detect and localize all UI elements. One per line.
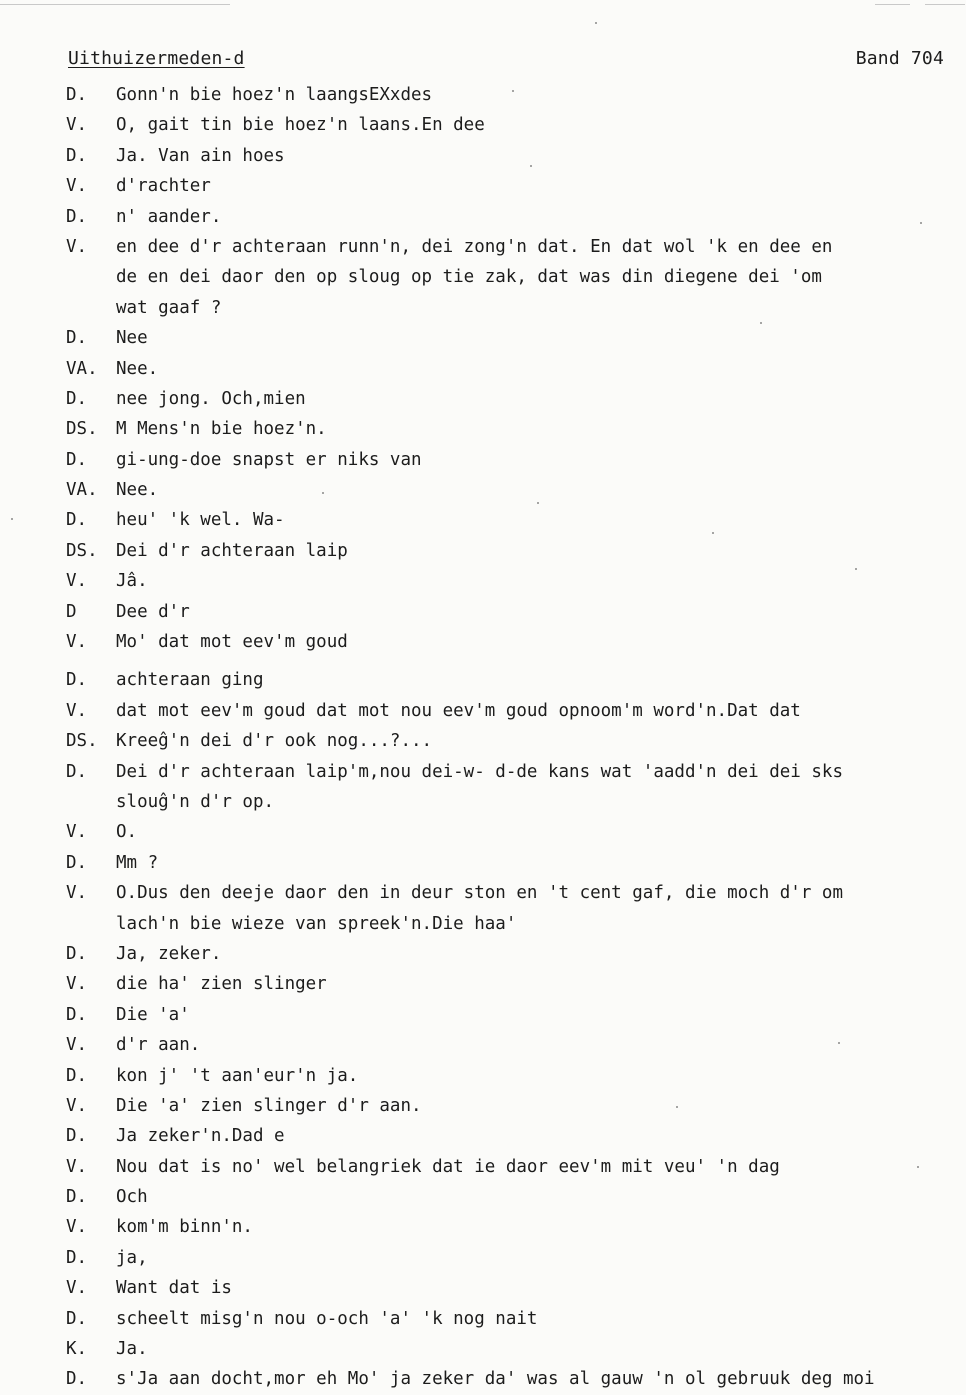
speaker-label: V.	[66, 1035, 88, 1056]
utterance-text: heu' 'k wel. Wa-	[116, 510, 285, 531]
utterance-text: s'Ja aan docht,mor eh Mo' ja zeker da' was al gauw 'n ol gebruuk deg moi	[116, 1369, 875, 1390]
transcript-line	[0, 110, 966, 140]
utterance-text: Mm ?	[116, 852, 159, 873]
transcript-line	[0, 293, 966, 323]
utterance-text: en dee d'r achteraan runn'n, dei zong'n dat. En dat wol 'k en dee en	[116, 236, 833, 257]
speaker-label: V.	[66, 176, 88, 197]
transcript-line	[0, 445, 966, 475]
transcript-line	[0, 878, 966, 908]
speaker-label: D.	[66, 510, 88, 531]
speaker-label: D.	[66, 1004, 88, 1025]
scan-speck	[530, 165, 532, 167]
utterance-text: Jâ.	[116, 571, 148, 592]
speaker-label: D.	[66, 449, 88, 470]
transcript-line	[0, 414, 966, 444]
speaker-label: D.	[66, 328, 88, 349]
speaker-label: V.	[66, 974, 88, 995]
transcript-line	[0, 171, 966, 201]
utterance-text: O.Dus den deeje daor den in deur ston en 't cent gaf, die moch d'r om	[116, 883, 843, 904]
speaker-label: D.	[66, 1369, 88, 1390]
speaker-label: V.	[66, 822, 88, 843]
scan-speck	[676, 1106, 678, 1108]
utterance-text: slouĝ'n d'r op.	[116, 791, 275, 812]
transcript-line	[0, 1304, 966, 1334]
utterance-text: Nou dat is no' wel belangriek dat ie daor eev'm mit veu' 'n dag	[116, 1156, 780, 1177]
speaker-label: V.	[66, 1156, 88, 1177]
transcript-line	[0, 354, 966, 384]
utterance-text: M Mens'n bie hoez'n.	[116, 419, 327, 440]
scan-speck	[537, 502, 539, 504]
transcript-line	[0, 1091, 966, 1121]
utterance-text: die ha' zien slinger	[116, 974, 327, 995]
transcript-line	[0, 1152, 966, 1182]
transcript-line	[0, 475, 966, 505]
scan-speck	[917, 1166, 919, 1168]
utterance-text: Dei d'r achteraan laip	[116, 540, 348, 561]
utterance-text: d'r aan.	[116, 1035, 201, 1056]
document-header	[68, 48, 944, 76]
speaker-label: V.	[66, 1217, 88, 1238]
utterance-text: Mo' dat mot eev'm goud	[116, 632, 348, 653]
utterance-text: Die 'a' zien slinger d'r aan.	[116, 1095, 422, 1116]
utterance-text: Nee.	[116, 480, 159, 501]
speaker-label: V.	[66, 700, 88, 721]
speaker-label: D.	[66, 388, 88, 409]
transcript-line	[0, 1121, 966, 1151]
utterance-text: achteraan ging	[116, 670, 264, 691]
utterance-text: kon j' 't aan'eur'n ja.	[116, 1065, 359, 1086]
transcript	[0, 80, 966, 1395]
utterance-text: de en dei daor den op sloug op tie zak, dat was din diegene dei 'om	[116, 267, 822, 288]
speaker-label: D.	[66, 670, 88, 691]
scan-edge-line	[0, 4, 230, 5]
utterance-text: nee jong. Och,mien	[116, 388, 306, 409]
transcript-line	[0, 726, 966, 756]
utterance-text: d'rachter	[116, 176, 211, 197]
scan-speck	[855, 568, 857, 570]
utterance-text: gi-ung-doe snapst er niks van	[116, 449, 422, 470]
utterance-text: O, gait tin bie hoez'n laans.En dee	[116, 115, 485, 136]
speaker-label: D.	[66, 1308, 88, 1329]
utterance-text: scheelt misg'n nou o-och 'a' 'k nog nait	[116, 1308, 538, 1329]
scan-speck	[920, 222, 922, 224]
speaker-label: D.	[66, 852, 88, 873]
transcript-line	[0, 202, 966, 232]
utterance-text: n' aander.	[116, 206, 222, 227]
speaker-label: DS.	[66, 731, 98, 752]
utterance-text: ja,	[116, 1247, 148, 1268]
utterance-text: lach'n bie wieze van spreek'n.Die haa'	[116, 913, 517, 934]
speaker-label: VA.	[66, 358, 98, 379]
transcript-line	[0, 1334, 966, 1364]
transcript-line	[0, 262, 966, 292]
transcript-line	[0, 1000, 966, 1030]
transcript-line	[0, 787, 966, 817]
scan-speck	[760, 322, 762, 324]
transcript-line	[0, 848, 966, 878]
speaker-label: VA.	[66, 480, 98, 501]
speaker-label: V.	[66, 115, 88, 136]
utterance-text: Ja.	[116, 1339, 148, 1360]
scan-speck	[838, 1042, 840, 1044]
transcript-line	[0, 566, 966, 596]
utterance-text: Gonn'n bie hoez'n laangsEXxdes	[116, 85, 433, 105]
scan-speck	[512, 90, 514, 92]
speaker-label: D.	[66, 1065, 88, 1086]
speaker-label: V.	[66, 1278, 88, 1299]
transcript-line	[0, 909, 966, 939]
utterance-text: Och	[116, 1187, 148, 1208]
speaker-label: V.	[66, 1095, 88, 1116]
speaker-label: V.	[66, 632, 88, 653]
scan-edge-line	[925, 4, 965, 5]
speaker-label: D.	[66, 206, 88, 227]
speaker-label: DS.	[66, 540, 98, 561]
transcript-line	[0, 757, 966, 787]
transcript-line	[0, 817, 966, 847]
scan-speck	[11, 518, 13, 520]
transcript-line	[0, 1030, 966, 1060]
utterance-text: Nee.	[116, 358, 159, 379]
speaker-label: D	[66, 601, 77, 622]
utterance-text: wat gaaf ?	[116, 297, 222, 318]
transcript-line	[0, 1273, 966, 1303]
transcript-line	[0, 597, 966, 627]
transcript-line	[0, 1243, 966, 1273]
speaker-label: V.	[66, 883, 88, 904]
speaker-label: D.	[66, 1126, 88, 1147]
transcript-line	[0, 665, 966, 695]
transcript-line	[0, 536, 966, 566]
speaker-label: D.	[66, 85, 88, 105]
speaker-label: D.	[66, 145, 88, 166]
transcript-line	[0, 384, 966, 414]
utterance-text: Dee d'r	[116, 601, 190, 622]
transcript-line	[0, 232, 966, 262]
speaker-label: V.	[66, 236, 88, 257]
scan-speck	[322, 492, 324, 494]
utterance-text: Ja. Van ain hoes	[116, 145, 285, 166]
speaker-label: DS.	[66, 419, 98, 440]
utterance-text: Ja zeker'n.Dad e	[116, 1126, 285, 1147]
transcript-line	[0, 141, 966, 171]
utterance-text: Die 'a'	[116, 1004, 190, 1025]
scan-speck	[595, 22, 597, 24]
utterance-text: Kreeĝ'n dei d'r ook nog...?...	[116, 731, 433, 752]
speaker-label: V.	[66, 571, 88, 592]
transcript-line	[0, 627, 966, 657]
tape-number: Band 704	[855, 48, 944, 69]
transcript-line	[0, 323, 966, 353]
speaker-label: D.	[66, 1247, 88, 1268]
utterance-text: Ja, zeker.	[116, 943, 222, 964]
speaker-label: D.	[66, 943, 88, 964]
speaker-label: D.	[66, 761, 88, 782]
scan-speck	[712, 532, 714, 534]
transcript-line	[0, 1364, 966, 1394]
scan-edge-line	[875, 4, 910, 5]
utterance-text: Dei d'r achteraan laip'm,nou dei-w- d-de kans wat 'aadd'n dei dei sks	[116, 761, 843, 782]
utterance-text: kom'm binn'n.	[116, 1217, 253, 1238]
transcript-line	[0, 939, 966, 969]
speaker-label: D.	[66, 1187, 88, 1208]
transcript-line	[0, 1182, 966, 1212]
transcript-line	[0, 1061, 966, 1091]
transcript-line	[0, 696, 966, 726]
transcript-line	[0, 969, 966, 999]
transcript-line	[0, 505, 966, 535]
document-title: Uithuizermeden-d	[68, 48, 245, 69]
utterance-text: dat mot eev'm goud dat mot nou eev'm goud opnoom'm word'n.Dat dat	[116, 700, 801, 721]
utterance-text: O.	[116, 822, 138, 843]
transcript-line	[0, 1212, 966, 1242]
utterance-text: Want dat is	[116, 1278, 232, 1299]
speaker-label: K.	[66, 1339, 88, 1360]
transcript-line	[0, 80, 966, 110]
utterance-text: Nee	[116, 328, 148, 349]
